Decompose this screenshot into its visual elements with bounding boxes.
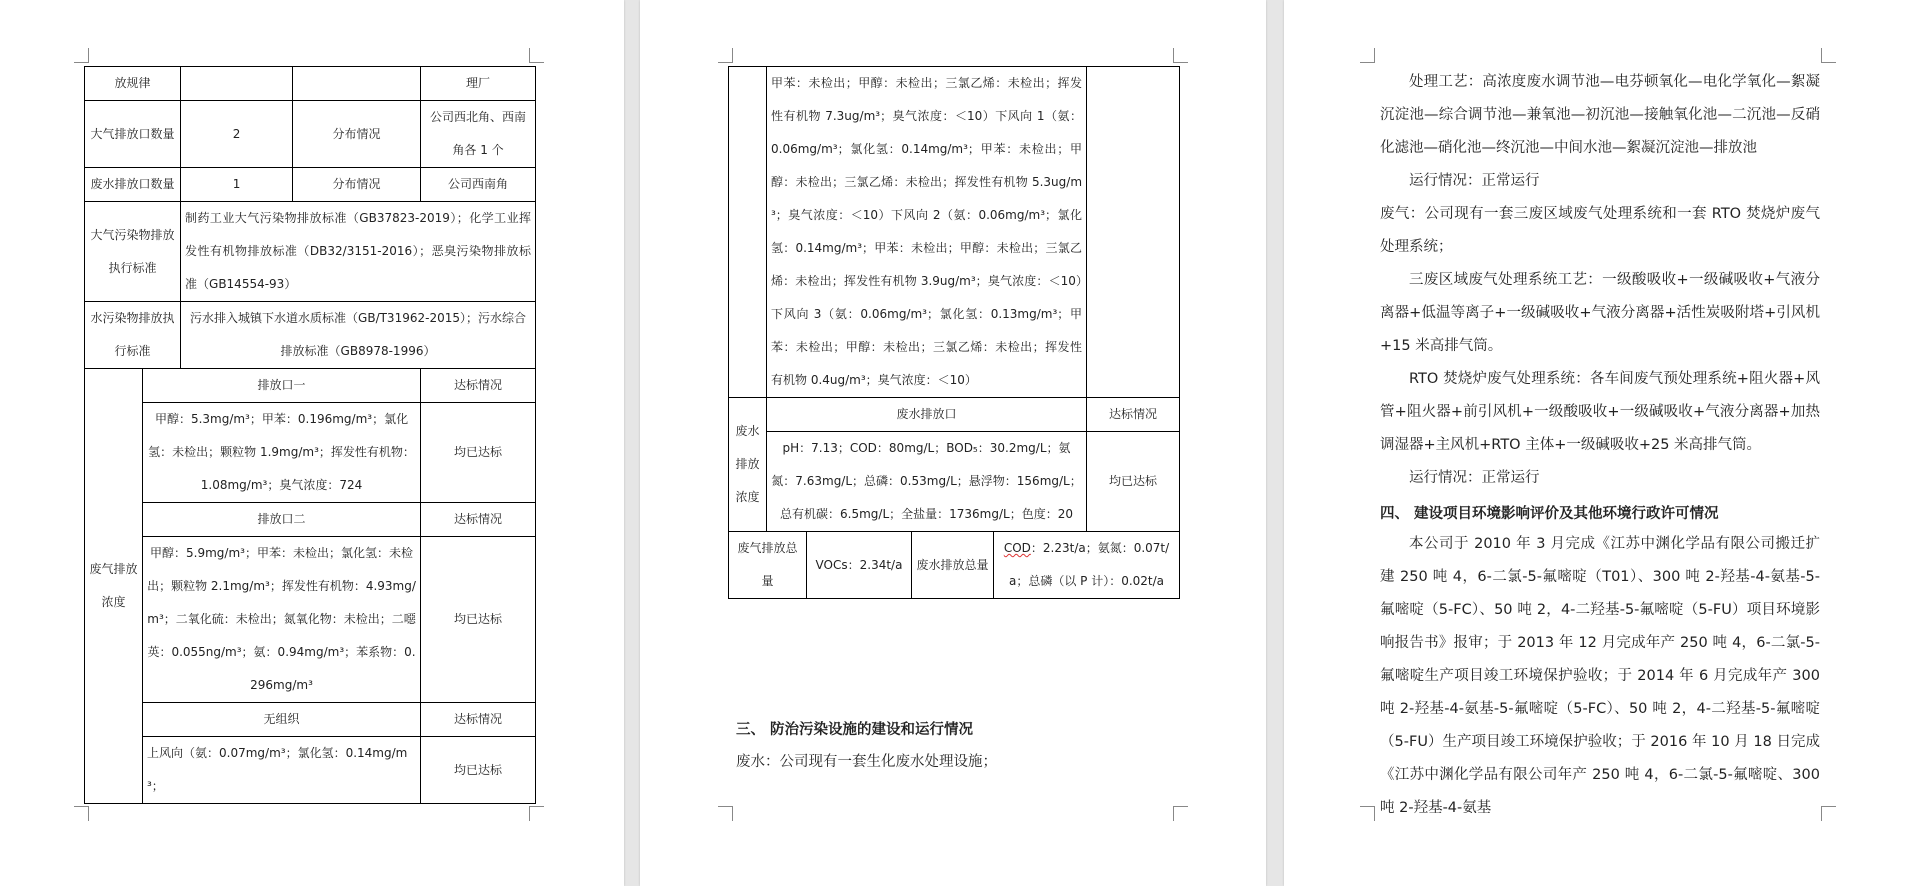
paragraph: 处理工艺：高浓度废水调节池—电芬顿氧化—电化学氧化—絮凝沉淀池—综合调节池—兼氧池—初沉池—接触氧化池—二沉池—反硝化滤池—硝化池—终沉池—中间水池—絮凝沉淀池—排放池: [1380, 74, 1820, 156]
table-cell: 分布情况: [293, 168, 421, 202]
paragraph: 三废区域废气处理系统工艺：一级酸吸收+一级碱吸收+气液分离器+低温等离子+一级碱吸收+气液分离器+活性炭吸附塔+引风机+15 米高排气筒。: [1380, 272, 1820, 354]
paragraph: 废气：公司现有一套三废区域废气处理系统和一套 RTO 焚烧炉废气处理系统；: [1380, 206, 1820, 255]
crop-mark: [1173, 806, 1188, 821]
crop-mark: [529, 48, 544, 63]
document-page-1: [0, 0, 624, 886]
table-cell: 达标情况: [421, 703, 536, 737]
row-label: 废水排放总量: [912, 532, 994, 599]
crop-mark: [1821, 48, 1836, 63]
table-cell: VOCs：2.34t/a: [807, 532, 912, 599]
table-cell: 污水排入城镇下水道水质标准（GB/T31962-2015）；污水综合排放标准（GB8978-1996）: [181, 302, 536, 369]
table-row: [85, 703, 536, 737]
table-row: [729, 532, 1180, 599]
table-row: [729, 67, 1180, 398]
document-page-3: [1284, 0, 1920, 886]
section-heading: 四、 建设项目环境影响评价及其他环境行政许可情况: [1380, 506, 1719, 522]
table-row: [85, 101, 536, 168]
paragraph: 运行情况：正常运行: [1409, 173, 1540, 189]
table-row: [85, 168, 536, 202]
table-cell: 1: [181, 168, 293, 202]
table-cell: [729, 67, 767, 398]
table-cell: 均已达标: [421, 537, 536, 703]
table-row: [729, 398, 1180, 432]
crop-mark: [1173, 48, 1188, 63]
paragraph: 本公司于 2010 年 3 月完成《江苏中渊化学品有限公司搬迁扩建 250 吨 4，6-二氯-5-氟嘧啶（T01）、300 吨 2-羟基-4-氨基-5-氟嘧啶（5-FC）、50 吨 2，4-二羟基-5-氟嘧啶（5-FU）项目环境影响报告书》报审；于 2013 年 12 月完成年产 250 吨 4，6-二氯-5-氟嘧啶生产项目竣工环境保护验收；于 2014 年 6 月完成年产 300 吨 2-羟基-4-氨基-5-氟嘧啶（5-FC）、50 吨 2，4-二羟基-5-氟嘧啶（5-FU）生产项目竣工环境保护验收；于 2016 年 10 月 18 日完成《江苏中渊化学品有限公司年产 250 吨 4，6-二氯-5-氟嘧啶、300 吨 2-羟基-4-氨基: [1380, 536, 1820, 816]
row-label: 废水排放浓度: [729, 398, 767, 532]
table-cell: 公司西南角: [421, 168, 536, 202]
table-cell: [1087, 67, 1180, 398]
table-cell: pH：7.13；COD：80mg/L；BOD₅：30.2mg/L；氨氮：7.63mg/L；总磷：0.53mg/L；悬浮物：156mg/L；总有机碳：6.5mg/L；全盐量：1736mg/L；色度：20: [767, 432, 1087, 532]
table-cell: 甲醇：5.9mg/m³；甲苯：未检出；氯化氢：未检出；颗粒物 2.1mg/m³；挥发性有机物：4.93mg/m³；二氧化硫：未检出；氮氧化物：未检出；二噁英：0.055ng/m³；氨：0.94mg/m³；苯系物：0.296mg/m³: [143, 537, 421, 703]
table-cell: [293, 67, 421, 101]
section-heading: 三、 防治污染设施的建设和运行情况: [736, 722, 974, 738]
table-cell: 分布情况: [293, 101, 421, 168]
paragraph: 废水：公司现有一套生化废水处理设施；: [736, 754, 997, 770]
table-row: [85, 202, 536, 302]
crop-mark: [1821, 806, 1836, 821]
table-cell: 理厂: [421, 67, 536, 101]
table-row: [85, 67, 536, 101]
crop-mark: [718, 48, 733, 63]
table-row: [85, 503, 536, 537]
table-cell: 排放口一: [143, 369, 421, 403]
row-label: 废气排放总量: [729, 532, 807, 599]
crop-mark: [1360, 48, 1375, 63]
table-cell: [181, 67, 293, 101]
table-cell: 2: [181, 101, 293, 168]
crop-mark: [529, 806, 544, 821]
crop-mark: [1360, 806, 1375, 821]
row-label: 废水排放口数量: [85, 168, 181, 202]
table-cell: 无组织: [143, 703, 421, 737]
paragraph: RTO 焚烧炉废气处理系统：各车间废气预处理系统+阻火器+风管+阻火器+前引风机+一级酸吸收+一级碱吸收+气液分离器+加热调湿器+主风机+RTO 主体+一级碱吸收+25 米高排气筒。: [1380, 371, 1820, 453]
table-row: [85, 369, 536, 403]
table-row: [85, 537, 536, 703]
table-row: [85, 737, 536, 804]
crop-mark: [74, 806, 89, 821]
table-cell: 制药工业大气污染物排放标准（GB37823-2019）；化学工业挥发性有机物排放标准（DB32/3151-2016）；恶臭污染物排放标准（GB14554-93）: [181, 202, 536, 302]
row-label: 大气污染物排放执行标准: [85, 202, 181, 302]
spellcheck-underline: COD: [1003, 541, 1031, 555]
table-cell: 上风向（氨：0.07mg/m³；氯化氢：0.14mg/m³；: [143, 737, 421, 804]
table-row: [729, 432, 1180, 532]
table-cell: 甲醇：5.3mg/m³；甲苯：0.196mg/m³；氯化氢：未检出；颗粒物 1.9mg/m³；挥发性有机物：1.08mg/m³；臭气浓度：724: [143, 403, 421, 503]
document-page-2: [640, 0, 1266, 886]
table-cell: 达标情况: [1087, 398, 1180, 432]
paragraph: 运行情况：正常运行: [1409, 470, 1540, 486]
row-label: 大气排放口数量: [85, 101, 181, 168]
table-cell: 达标情况: [421, 369, 536, 403]
table-cell: 达标情况: [421, 503, 536, 537]
table-cell: 均已达标: [421, 737, 536, 804]
table-cell: 公司西北角、西南角各 1 个: [421, 101, 536, 168]
table-cell: 放规律: [85, 67, 181, 101]
table-cell: 排放口二: [143, 503, 421, 537]
table-cell: 均已达标: [421, 403, 536, 503]
table-cell: 均已达标: [1087, 432, 1180, 532]
emission-table-part2: [728, 66, 1180, 599]
table-cell: 废水排放口: [767, 398, 1087, 432]
table-cell: 甲苯：未检出；甲醇：未检出；三氯乙烯：未检出；挥发性有机物 7.3ug/m³；臭气浓度：＜10）下风向 1（氨：0.06mg/m³；氯化氢：0.14mg/m³；甲苯：未检出；甲醇：未检出；三氯乙烯：未检出；挥发性有机物 5.3ug/m³；臭气浓度：＜10）下风向 2（氨：0.06mg/m³；氯化氢：0.14mg/m³；甲苯：未检出；甲醇：未检出；三氯乙烯：未检出；挥发性有机物 3.9ug/m³；臭气浓度：＜10）下风向 3（氨：0.06mg/m³；氯化氢：0.13mg/m³；甲苯：未检出；甲醇：未检出；三氯乙烯：未检出；挥发性有机物 0.4ug/m³；臭气浓度：＜10）: [767, 67, 1087, 398]
crop-mark: [74, 48, 89, 63]
table-cell-text: ：2.23t/a；氨氮：0.07t/a；总磷（以 P 计）：0.02t/a: [1008, 541, 1170, 588]
row-label: 水污染物排放执行标准: [85, 302, 181, 369]
crop-mark: [718, 806, 733, 821]
table-row: [85, 302, 536, 369]
table-row: [85, 403, 536, 503]
emission-table-part1: [84, 66, 536, 804]
row-label: 废气排放浓度: [85, 369, 143, 804]
table-cell: [994, 532, 1180, 599]
